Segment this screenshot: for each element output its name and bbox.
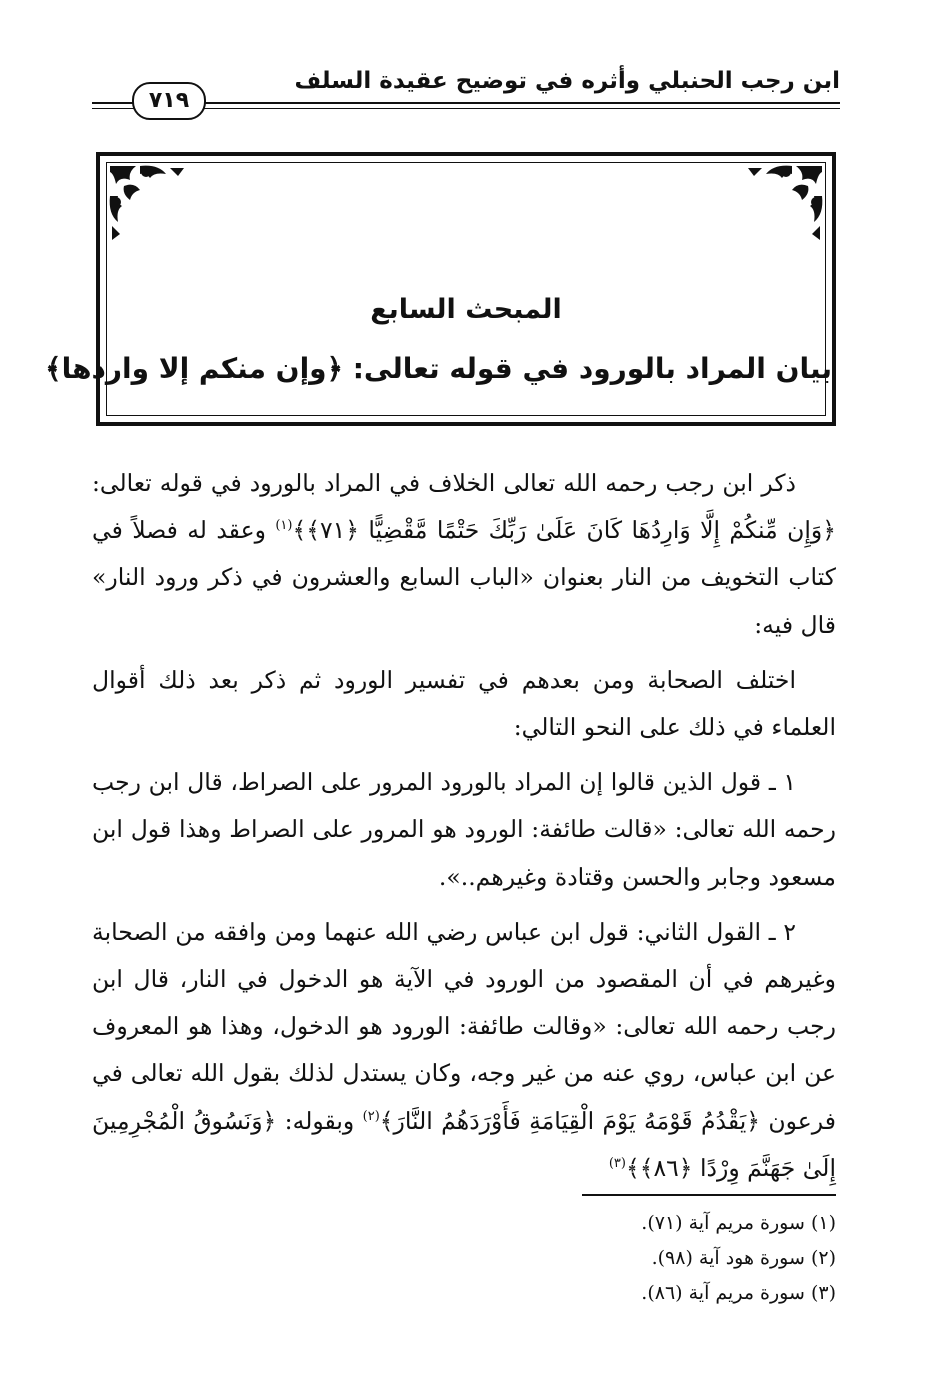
page-number: ٧١٩ bbox=[132, 82, 206, 120]
footnote: (٢) سورة هود آية (٩٨). bbox=[651, 1247, 836, 1269]
chapter-subheading: بيان المراد بالورود في قوله تعالى: ﴿وإن منكم إلا واردها﴾ bbox=[45, 352, 832, 385]
corner-ornament-icon bbox=[106, 162, 192, 248]
footnote-ref: (١) bbox=[275, 518, 293, 534]
chapter-title-box bbox=[45, 152, 836, 426]
body-text bbox=[92, 460, 836, 1192]
header-rule-left bbox=[92, 102, 134, 104]
footnote-ref: (٢) bbox=[362, 1108, 380, 1124]
quran-verse: ﴿يَقْدُمُ قَوْمَهُ يَوْمَ الْقِيَامَةِ فَأَوْرَدَهُمُ النَّارَ﴾ bbox=[379, 1106, 761, 1135]
header-title: ابن رجب الحنبلي وأثره في توضيح عقيدة السلف bbox=[294, 68, 840, 94]
paragraph: ١ ـ قول الذين قالوا إن المراد بالورود المرور على الصراط، قال ابن رجب رحمه الله تعالى: «قالت طائفة: الورود هو المرور على الصراط وهذا قول ابن مسعود وجابر والحسن وقتادة وغيرهم..». bbox=[92, 768, 836, 891]
running-header bbox=[92, 60, 840, 120]
footnote-ref: (٣) bbox=[608, 1156, 626, 1172]
paragraph bbox=[92, 909, 836, 1192]
paragraph-text: ٢ ـ القول الثاني: قول ابن عباس رضي الله عنهما ومن وافقه من الصحابة وغيرهم في أن المقصود من الورود في الآية هو الدخول في النار، قال ابن رجب رحمه الله تعالى: «وقالت طائفة: الورود هو الدخول، وهذا هو المعروف عن ابن عباس، روي عنه من غير وجه، وكان يستدل لذلك بقول الله تعالى في فرعون bbox=[92, 917, 836, 1135]
header-rule bbox=[200, 102, 840, 104]
chapter-heading: المبحث السابع bbox=[370, 294, 562, 325]
footnote: (١) سورة مريم آية (٧١). bbox=[641, 1212, 836, 1234]
paragraph bbox=[92, 460, 836, 649]
paragraph-text: ذكر ابن رجب رحمه الله تعالى الخلاف في المراد بالورود في قوله تعالى: bbox=[92, 469, 796, 497]
paragraph-text: وبقوله: bbox=[276, 1106, 363, 1135]
paragraph: اختلف الصحابة ومن بعدهم في تفسير الورود ثم ذكر بعد ذلك أقوال العلماء في ذلك على النحو التالي: bbox=[92, 665, 836, 742]
quran-verse: ﴿وَنَسُوقُ الْمُجْرِمِينَ إِلَىٰ جَهَنَّمَ وِرْدًا ﴿٨٦﴾﴾ bbox=[92, 1106, 836, 1182]
footnotes bbox=[92, 1206, 836, 1311]
quran-verse: ﴿وَإِن مِّنكُمْ إِلَّا وَارِدُهَا كَانَ عَلَىٰ رَبِّكَ حَتْمًا مَّقْضِيًّا ﴿٧١﴾﴾ bbox=[292, 516, 836, 545]
paragraph-text: وعقد له فصلاً في كتاب التخويف من النار بعنوان «الباب السابع والعشرون في ذكر ورود النار» قال فيه: bbox=[92, 516, 836, 639]
footnote-separator bbox=[582, 1194, 836, 1196]
corner-ornament-icon bbox=[740, 162, 826, 248]
footnote: (٣) سورة مريم آية (٨٦). bbox=[641, 1282, 836, 1304]
